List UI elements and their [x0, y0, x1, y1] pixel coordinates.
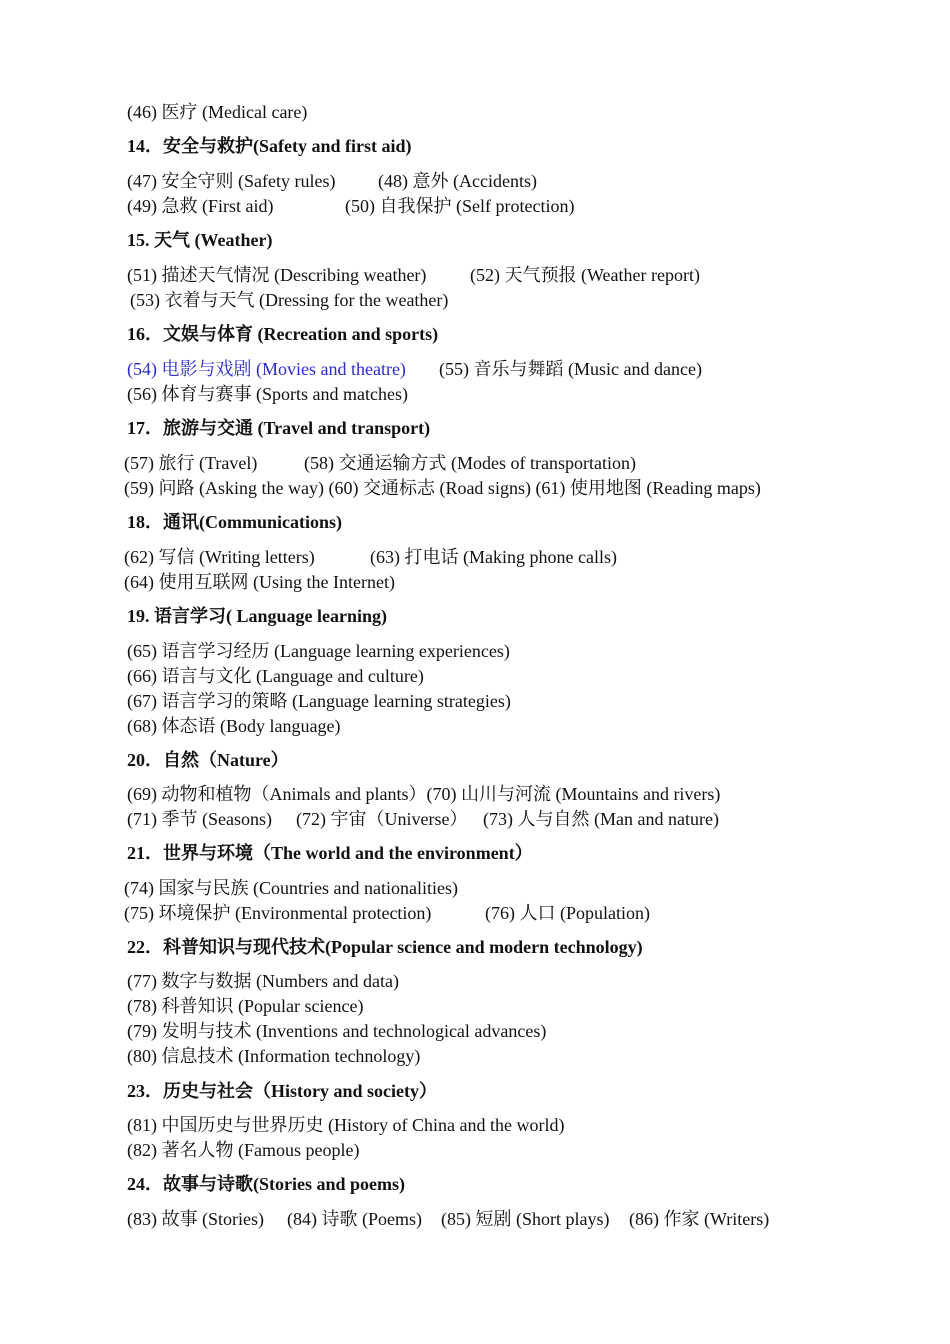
item-85: (85) 短剧 (Short plays) [441, 1209, 610, 1229]
item-63: (63) 打电话 (Making phone calls) [370, 547, 617, 567]
item-79: (79) 发明与技术 (Inventions and technological advances) [127, 1021, 547, 1041]
item-47: (47) 安全守则 (Safety rules) [127, 171, 336, 191]
item-83: (83) 故事 (Stories) [127, 1209, 264, 1229]
section-heading-17: 17．旅游与交通 (Travel and transport) [127, 418, 431, 438]
item-58: (58) 交通运输方式 (Modes of transportation) [304, 453, 636, 473]
item-52: (52) 天气预报 (Weather report) [470, 265, 700, 285]
item-62: (62) 写信 (Writing letters) [124, 547, 315, 567]
item-69-70: (69) 动物和植物（Animals and plants）(70) 山川与河流 (Mountains and rivers) [127, 784, 721, 804]
item-67: (67) 语言学习的策略 (Language learning strategies) [127, 691, 511, 711]
section-heading-20: 20．自然（Nature） [127, 750, 289, 770]
item-82: (82) 著名人物 (Famous people) [127, 1140, 360, 1160]
section-heading-19: 19. 语言学习( Language learning) [127, 606, 388, 626]
item-50: (50) 自我保护 (Self protection) [345, 196, 575, 216]
item-74: (74) 国家与民族 (Countries and nationalities) [124, 878, 458, 898]
section-heading-15: 15. 天气 (Weather) [127, 230, 273, 250]
item-68: (68) 体态语 (Body language) [127, 716, 341, 736]
item-54-link[interactable]: (54) 电影与戏剧 (Movies and theatre) [127, 359, 406, 379]
item-86: (86) 作家 (Writers) [629, 1209, 770, 1229]
item-49: (49) 急救 (First aid) [127, 196, 274, 216]
item-46: (46) 医疗 (Medical care) [127, 102, 308, 122]
item-73: (73) 人与自然 (Man and nature) [483, 809, 719, 829]
item-66: (66) 语言与文化 (Language and culture) [127, 666, 424, 686]
section-heading-14: 14．安全与救护(Safety and first aid) [127, 136, 412, 156]
section-heading-23: 23．历史与社会（History and society） [127, 1081, 437, 1101]
item-76: (76) 人口 (Population) [485, 903, 650, 923]
item-59-61: (59) 问路 (Asking the way) (60) 交通标志 (Road signs) (61) 使用地图 (Reading maps) [124, 478, 761, 498]
item-53: (53) 衣着与天气 (Dressing for the weather) [130, 290, 449, 310]
section-heading-21: 21．世界与环境（The world and the environment） [127, 843, 533, 863]
item-80: (80) 信息技术 (Information technology) [127, 1046, 421, 1066]
item-56: (56) 体育与赛事 (Sports and matches) [127, 384, 408, 404]
item-51: (51) 描述天气情况 (Describing weather) [127, 265, 427, 285]
item-84: (84) 诗歌 (Poems) [287, 1209, 422, 1229]
item-64: (64) 使用互联网 (Using the Internet) [124, 572, 395, 592]
item-65: (65) 语言学习经历 (Language learning experiences) [127, 641, 510, 661]
item-72: (72) 宇宙（Universe） [296, 809, 468, 829]
item-57: (57) 旅行 (Travel) [124, 453, 258, 473]
item-81: (81) 中国历史与世界历史 (History of China and the world) [127, 1115, 565, 1135]
item-48: (48) 意外 (Accidents) [378, 171, 537, 191]
section-heading-16: 16．文娱与体育 (Recreation and sports) [127, 324, 439, 344]
item-71: (71) 季节 (Seasons) [127, 809, 272, 829]
item-75: (75) 环境保护 (Environmental protection) [124, 903, 432, 923]
section-heading-24: 24．故事与诗歌(Stories and poems) [127, 1174, 405, 1194]
item-55: (55) 音乐与舞蹈 (Music and dance) [439, 359, 702, 379]
section-heading-22: 22．科普知识与现代技术(Popular science and modern technology) [127, 937, 643, 957]
item-78: (78) 科普知识 (Popular science) [127, 996, 364, 1016]
section-heading-18: 18．通讯(Communications) [127, 512, 342, 532]
item-77: (77) 数字与数据 (Numbers and data) [127, 971, 399, 991]
